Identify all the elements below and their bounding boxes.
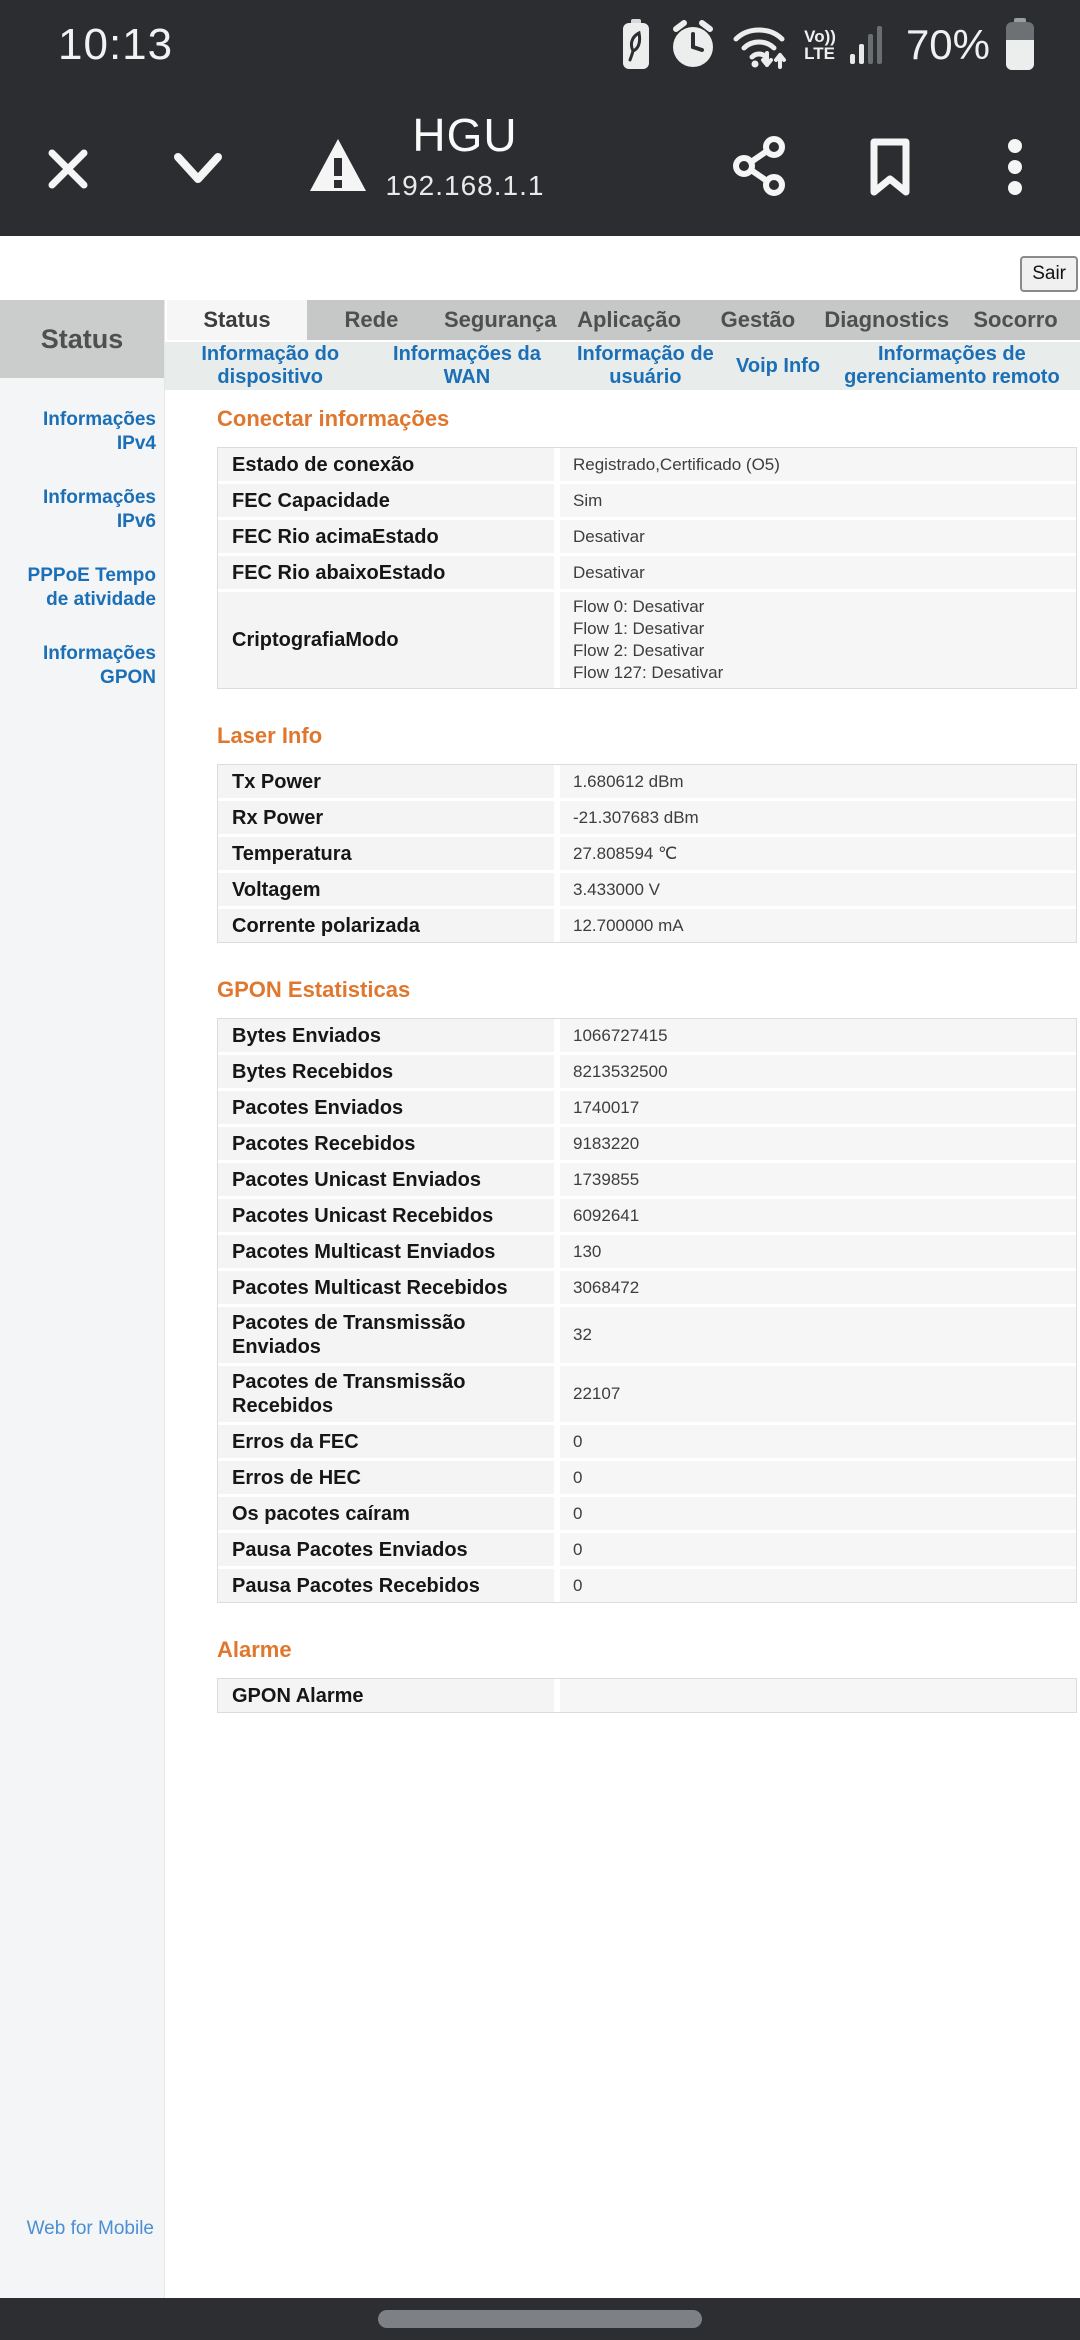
row-value: 1.680612 dBm xyxy=(560,765,1076,798)
tab-status[interactable]: Status xyxy=(167,300,307,340)
row-value: 12.700000 mA xyxy=(560,909,1076,942)
row-label: Pacotes Enviados xyxy=(218,1091,554,1124)
sidebar-links xyxy=(0,378,164,720)
row-value-line: Flow 1: Desativar xyxy=(573,619,705,638)
row-label: Bytes Enviados xyxy=(218,1019,554,1052)
row-value: 8213532500 xyxy=(560,1055,1076,1088)
row-label: Rx Power xyxy=(218,801,554,834)
row-label: Pacotes Multicast Recebidos xyxy=(218,1271,554,1304)
row-value xyxy=(560,592,1076,688)
gesture-nav-bar xyxy=(0,2298,1080,2340)
tab-aplicacao[interactable]: Aplicação xyxy=(577,307,682,332)
sidebar-header: Status xyxy=(0,300,164,378)
row-value: 22107 xyxy=(560,1366,1076,1422)
row-value-line: Flow 127: Desativar xyxy=(573,663,724,682)
row-label: Pacotes Unicast Recebidos xyxy=(218,1199,554,1232)
section-title: Conectar informações xyxy=(217,406,450,431)
section-3 xyxy=(217,977,1077,1603)
row-label: Os pacotes caíram xyxy=(218,1497,554,1530)
table-row xyxy=(218,1422,1076,1458)
row-label: Pacotes Multicast Enviados xyxy=(218,1235,554,1268)
table-row xyxy=(218,481,1076,517)
section-2 xyxy=(217,723,1077,943)
section-title: Laser Info xyxy=(217,723,323,748)
row-label: Estado de conexão xyxy=(218,448,554,481)
table-row xyxy=(218,1268,1076,1304)
app-header xyxy=(0,90,1080,236)
section-4 xyxy=(217,1637,1077,1713)
row-value: 0 xyxy=(560,1497,1076,1530)
main-tab-bar xyxy=(165,300,1080,340)
subtab-4[interactable]: Voip Info xyxy=(736,354,821,377)
row-label: Pacotes Unicast Enviados xyxy=(218,1163,554,1196)
table-row xyxy=(218,1160,1076,1196)
tab-rede[interactable]: Rede xyxy=(344,307,399,332)
row-value: 1066727415 xyxy=(560,1019,1076,1052)
router-page xyxy=(0,236,1080,2298)
section-title: Alarme xyxy=(217,1637,292,1662)
table-row xyxy=(218,906,1076,942)
signal-strength-icon xyxy=(850,22,886,68)
table-row xyxy=(218,1494,1076,1530)
row-label: FEC Rio acimaEstado xyxy=(218,520,554,553)
row-value: 0 xyxy=(560,1461,1076,1494)
table-row xyxy=(218,798,1076,834)
row-value: 0 xyxy=(560,1425,1076,1458)
section-title: GPON Estatisticas xyxy=(217,977,411,1002)
row-value: 32 xyxy=(560,1307,1076,1363)
bookmark-icon[interactable] xyxy=(855,132,925,202)
info-table xyxy=(217,764,1077,943)
tab-seguranca[interactable]: Segurança xyxy=(443,307,557,332)
battery-icon xyxy=(1004,18,1036,72)
logout-button[interactable]: Sair xyxy=(1020,256,1078,292)
row-label: Pausa Pacotes Enviados xyxy=(218,1533,554,1566)
sidebar-item-4[interactable]: Informações GPON xyxy=(43,643,156,688)
row-value xyxy=(560,1679,1076,1712)
collapse-chevron-icon[interactable] xyxy=(163,134,233,204)
table-row xyxy=(218,834,1076,870)
row-value: 3.433000 V xyxy=(560,873,1076,906)
subtab-2[interactable]: Informações da WAN xyxy=(393,343,541,388)
table-row xyxy=(218,870,1076,906)
row-value: Desativar xyxy=(560,520,1076,553)
subtab-1[interactable]: Informação do dispositivo xyxy=(201,343,340,388)
share-icon[interactable] xyxy=(725,132,795,202)
sidebar xyxy=(0,300,165,2298)
page-url: 192.168.1.1 xyxy=(385,170,545,201)
row-label: Erros da FEC xyxy=(218,1425,554,1458)
sidebar-item-1[interactable]: Informações IPv4 xyxy=(43,409,156,454)
subtab-3[interactable]: Informação de usuário xyxy=(577,343,714,388)
row-value: 27.808594 ℃ xyxy=(560,837,1076,870)
volte-indicator: Vo)) LTE xyxy=(804,27,836,63)
table-row xyxy=(218,553,1076,589)
battery-percent-text: 70% xyxy=(905,21,990,68)
overflow-menu-icon[interactable] xyxy=(980,132,1050,202)
row-label: Bytes Recebidos xyxy=(218,1055,554,1088)
row-label: GPON Alarme xyxy=(218,1679,554,1712)
row-label: Pausa Pacotes Recebidos xyxy=(218,1569,554,1602)
table-row xyxy=(218,1304,1076,1363)
row-label: Erros de HEC xyxy=(218,1461,554,1494)
row-value-line: Flow 2: Desativar xyxy=(573,641,705,660)
info-table xyxy=(217,1678,1077,1713)
tab-diagnostics[interactable]: Diagnostics xyxy=(824,307,950,332)
row-value: Desativar xyxy=(560,556,1076,589)
row-value: 0 xyxy=(560,1533,1076,1566)
close-icon[interactable] xyxy=(33,134,103,204)
row-value: 1740017 xyxy=(560,1091,1076,1124)
table-row xyxy=(218,765,1076,798)
table-row xyxy=(218,448,1076,481)
row-label: Voltagem xyxy=(218,873,554,906)
table-row xyxy=(218,1458,1076,1494)
table-row xyxy=(218,1363,1076,1422)
table-row xyxy=(218,1566,1076,1602)
row-label: Corrente polarizada xyxy=(218,909,554,942)
row-label: Pacotes Recebidos xyxy=(218,1127,554,1160)
info-table xyxy=(217,447,1077,689)
status-content xyxy=(165,390,1080,2298)
row-value: 9183220 xyxy=(560,1127,1076,1160)
page-title: HGU xyxy=(412,109,518,161)
section-1 xyxy=(217,406,1077,689)
row-value: 3068472 xyxy=(560,1271,1076,1304)
table-row xyxy=(218,1679,1076,1712)
row-value: Registrado,Certificado (O5) xyxy=(560,448,1076,481)
table-row xyxy=(218,1530,1076,1566)
row-value: 6092641 xyxy=(560,1199,1076,1232)
row-label: Pacotes de Transmissão Recebidos xyxy=(218,1366,554,1422)
row-label: Pacotes de Transmissão Enviados xyxy=(218,1307,554,1363)
subtab-5[interactable]: Informações de gerenciamento remoto xyxy=(844,343,1060,388)
row-label: CriptografiaModo xyxy=(218,592,554,688)
row-label: Temperatura xyxy=(218,837,554,870)
row-label: FEC Rio abaixoEstado xyxy=(218,556,554,589)
table-row xyxy=(218,1124,1076,1160)
row-value: 0 xyxy=(560,1569,1076,1602)
web-for-mobile-link[interactable]: Web for Mobile xyxy=(26,2218,154,2239)
row-label: FEC Capacidade xyxy=(218,484,554,517)
sub-tab-bar xyxy=(165,340,1080,390)
clock-text: 10:13 xyxy=(58,20,174,69)
row-value: Sim xyxy=(560,484,1076,517)
row-label: Tx Power xyxy=(218,765,554,798)
row-value-line: Flow 0: Desativar xyxy=(573,597,705,616)
sidebar-item-2[interactable]: Informações IPv6 xyxy=(43,487,156,532)
table-row xyxy=(218,1052,1076,1088)
table-row xyxy=(218,1232,1076,1268)
battery-saver-icon xyxy=(618,19,654,71)
status-icons xyxy=(618,18,1036,72)
wifi-data-icon xyxy=(732,19,790,71)
table-row xyxy=(218,1088,1076,1124)
alarm-icon xyxy=(668,19,718,71)
table-row xyxy=(218,1019,1076,1052)
page-title-block xyxy=(345,108,585,202)
row-value: 1739855 xyxy=(560,1163,1076,1196)
table-row xyxy=(218,517,1076,553)
tab-gestao[interactable]: Gestão xyxy=(720,307,796,332)
table-row xyxy=(218,1196,1076,1232)
tab-socorro[interactable]: Socorro xyxy=(973,307,1058,332)
row-value: -21.307683 dBm xyxy=(560,801,1076,834)
table-row xyxy=(218,589,1076,688)
sidebar-item-3[interactable]: PPPoE Tempo de atividade xyxy=(27,565,156,610)
android-status-bar xyxy=(0,0,1080,90)
info-table xyxy=(217,1018,1077,1603)
gesture-handle[interactable] xyxy=(378,2310,702,2328)
row-value: 130 xyxy=(560,1235,1076,1268)
